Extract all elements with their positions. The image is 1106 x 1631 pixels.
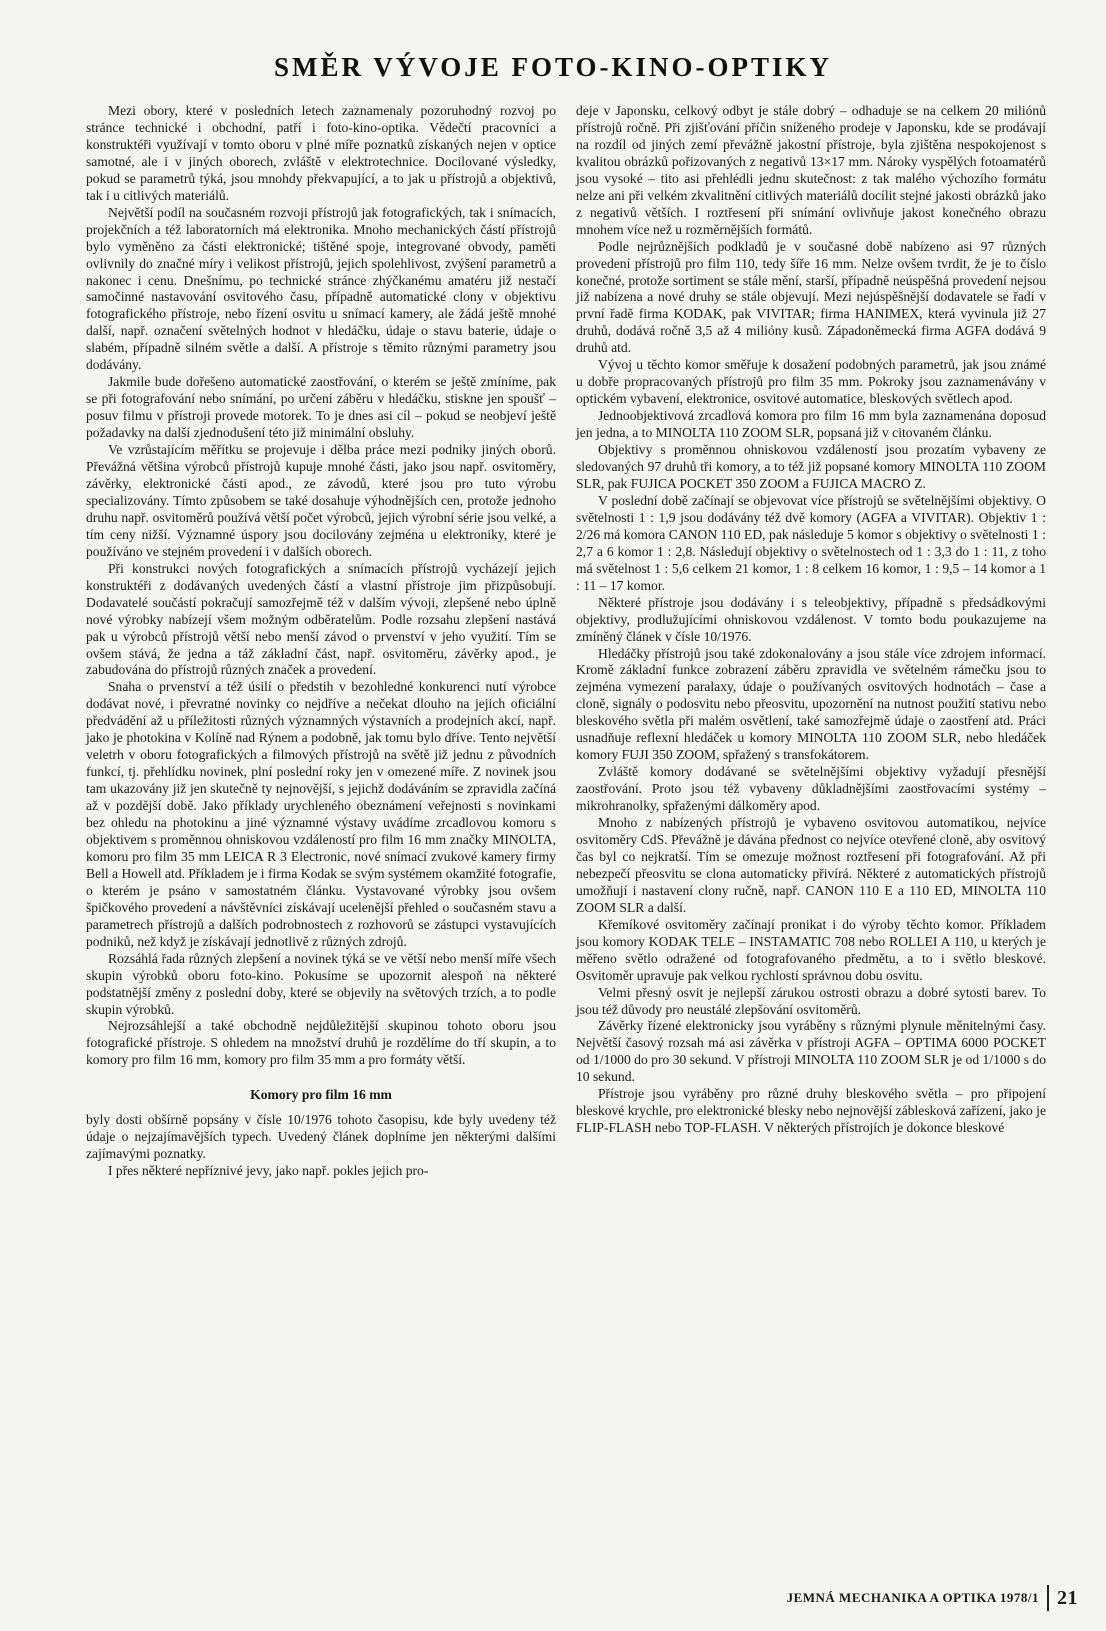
paragraph: V poslední době začínají se objevovat více přístrojů se světelnějšími objektivy. O světelnosti 1 : 1,9 jsou dodávány též dvě komory (AGFA a VIVITAR). Objektiv 1 : 2/26 má komora CANON 110 ED, pak následuje 5 komor s objektivy o světelnosti 1 : 2,7 a 6 komor 1 : 2,8. Následují objektivy o světelnostech od 1 : 3,3 do 1 : 11, z toho má světelnost 1 : 5,6 celkem 21 komor, 1 : 8 celkem 16 komor, 1 : 9,5 – 14 komor a 1 : 11 – 17 komor. [576, 492, 1046, 593]
paragraph: Podle nejrůznějších podkladů je v současné době nabízeno asi 97 různých provedení přístrojů pro film 110, tedy šíře 16 mm. Nelze ovšem tvrdit, že je to číslo konečné, protože sortiment se stále mění, starší, případně neúspěšná provedení nejsou již nabízena a nové druhy se stále objevují. Mezi nejúspěšnější dodavatele se řadí v první řadě firma KODAK, pak VIVITAR; firma HANIMEX, která vyvinula již 27 druhů, dodává ročně 3,5 až 4 milióny kusů. Západoněmecká firma AGFA dodává 9 druhů atd. [576, 238, 1046, 356]
paragraph: Některé přístroje jsou dodávány i s teleobjektivy, případně s předsádkovými objektivy, prodlužujícími ohniskovou vzdálenost. V tomto bodu poukazujeme na zmíněný článek v čísle 10/1976. [576, 594, 1046, 644]
page-title: SMĚR VÝVOJE FOTO-KINO-OPTIKY [273, 52, 832, 82]
paragraph: byly dosti obšírně popsány v čísle 10/1976 tohoto časopisu, kde byly uvedeny též údaje o nejzajímavějších typech. Uvedený článek doplníme jen některými dalšími zajímavými poznatky. [86, 1112, 556, 1162]
paragraph: Mnoho z nabízených přístrojů je vybaveno osvitovou automatikou, nejvíce osvitoměry CdS. Převážně je dávána přednost co nejvíce otevřené cloně, aby osvitový čas byl co nejkratší. Tím se omezuje možnost roztřesení při fotografování. Až při nebezpečí přeosvitu se clona automaticky přivírá. Některé z automatických přístrojů umožňují i nastavení clony ručně, např. CANON 110 E a 110 ED, MINOLTA 110 ZOOM SLR a další. [576, 815, 1046, 915]
paragraph: Vývoj u těchto komor směřuje k dosažení podobných parametrů, jak jsou známé u dobře propracovaných přístrojů pro film 35 mm. Pokroky jsou zaznamenávány v optickém vybavení, elektronice, osvitové automatice, bleskových světlech apod. [576, 357, 1046, 407]
paragraph: deje v Japonsku, celkový odbyt je stále dobrý – odhaduje se na celkem 20 miliónů přístrojů ročně. Při zjišťování příčin sníženého prodeje v Japonsku, kde se prodávají na rozdíl od jiných zemí převážně jakostní přístroje, byla zjištěna nespokojenost s kvalitou obrázků pořizovaných z negativů 13×17 mm. Nároky vyspělých fotoamatérů jsou vysoké – tito asi přehlédli jednu skutečnost: z tak malého výchozího formátu nelze ani při velkém zkvalitnění citlivých materiálů docílit stejné jakosti obrázků jako z negativů větších. I roztřesení při snímání ovlivňuje jakost konečného obrazu mnohem více než u rozměrnějších formátů. [576, 103, 1046, 237]
left-column [86, 103, 556, 1180]
paragraph: Křemíkové osvitoměry začínají pronikat i do výroby těchto komor. Příkladem jsou komory KODAK TELE – INSTAMATIC 708 nebo ROLLEI A 110, u kterých je měřeno světlo odražené od fotografovaného předmětu, a to i světlo bleskové. Osvitoměr upravuje pak velkou rychlostí správnou dobu osvitu. [576, 916, 1046, 983]
paragraph: Hledáčky přístrojů jsou také zdokonalovány a jsou stále více zdrojem informací. Kromě základní funkce zobrazení záběru zpravidla ve světelném rámečku jsou to zejména vymezení paralaxy, údaje o používaných osvitových hodnotách – čase a cloně, signály o podosvitu nebo přeosvitu, upozornění na nutnost použití stativu nebo bleskového světla při malém osvětlení, také samozřejmě údaje o zaostření atd. Práci usnadňuje reflexní hledáček u komory MINOLTA 110 ZOOM SLR, nebo hledáček komory FUJI 350 ZOOM, spřažený s transfokátorem. [576, 645, 1046, 763]
paragraph: Mezi obory, které v posledních letech zaznamenaly pozoruhodný rozvoj po stránce technické i obchodní, patří i foto-kino-optika. Vědečtí pracovníci a konstruktéři využívají v tomto oboru v plné míře poznatků získaných nejen v optice samotné, ale i v jiných oborech, zvláště v elektrotechnice. Docilované výsledky, pokud se parametrů týká, jsou mnohdy překvapující, a to jak u přístrojů a objektivů, tak i u citlivých materiálů. [86, 103, 556, 203]
paragraph: Nejrozsáhlejší a také obchodně nejdůležitější skupinou tohoto oboru jsou fotografické přístroje. S ohledem na množství druhů je rozdělíme do tří skupin, a to komory pro film 16 mm, komory pro film 35 mm a pro formáty větší. [86, 1018, 556, 1068]
paragraph: Objektivy s proměnnou ohniskovou vzdáleností jsou prozatím vybaveny ze sledovaných 97 druhů tři komory, a to též již popsané komory MINOLTA 110 ZOOM SLR, pak FUJICA POCKET 350 ZOOM a FUJICA MACRO Z. [576, 442, 1046, 491]
paragraph: Zvláště komory dodávané se světelnějšími objektivy vyžadují přesnější zaostřování. Proto jsou též vybaveny důkladnějšími zaostřovacími systémy – mikrohranolky, spřaženými dálkoměry apod. [576, 764, 1046, 814]
journal-name: JEMNÁ MECHANIKA A OPTIKA 1978/1 [786, 1590, 1039, 1605]
paragraph: Závěrky řízené elektronicky jsou vyráběny s různými plynule měnitelnými časy. Největší časový rozsah má asi závěrka v přístroji AGFA – OPTIMA 6000 POCKET od 1/1000 do pro 30 sekund. V přístroji MINOLTA 110 ZOOM SLR je od 1/1000 s do 10 sekund. [576, 1018, 1046, 1085]
paragraph: Jednoobjektivová zrcadlová komora pro film 16 mm byla zaznamenána doposud jen jedna, a to MINOLTA 110 ZOOM SLR, popsaná již v citovaném článku. [576, 408, 1046, 441]
paragraph: Největší podíl na současném rozvoji přístrojů jak fotografických, tak i snímacích, projekčních a též laboratorních má elektronika. Mnoho mechanických částí přístrojů bylo vyměněno za části elektronické; tištěné spoje, integrované obvody, paměti ovlivnily do značné míry i velikost přístrojů, jejich spolehlivost, zvýšení parametrů a nakonec i cenu. Dnešnímu, po technické stránce zhýčkanému amatéru již nestačí samočinné nastavování osvitového času, případně automatické clony v objektivu fotografického přístroje, nebo řízení osvitu u snímací kamery, ale žádá ještě mnohé další, např. označení světelných hodnot v hledáčku, údaje o stavu baterie, údaje o slabém, případně silném světle a další. A přístroje s těmito různými parametry jsou dodávány. [86, 204, 556, 373]
paragraph: Snaha o prvenství a též úsilí o předstih v bezohledné konkurenci nutí výrobce dodávat nové, i převratné novinky co nejdříve a nečekat dlouho na jejich oficiální předvádění až u příležitosti různých významných výstavních a prodejních akcí, např. jako je photokina v Kolíně nad Rýnem a podobně, jak tomu bylo dříve. Tento největší veletrh v oboru fotografických a filmových přístrojů na světě již jednu z původních funkcí, tj. přehlídku novinek, plní poslední roky jen v omezené míře. Z novinek jsou tam ukazovány již jen skutečně ty nejnovější, s jejichž dodáváním se zpravidla začíná až v pozdější době. Jako příklady urychleného obeznámení veřejnosti s novinkami bez ohledu na photokinu a jiné významné výstavy uvádíme zrcadlovou komoru s objektivem s proměnnou ohniskovou vzdáleností pro film 16 mm značky MINOLTA, komoru pro film 35 mm LEICA R 3 Electronic, nové snímací zvukové kamery firmy Bell a Howell atd. Příkladem je i firma Kodak se svým systémem okamžité fotografie, o kterém je psáno v samostatném článku. Vystavované výrobky jsou ovšem špičkového provedení a návštěvníci získávají ucelenější přehled o současném stavu a parametrech přístrojů a dalších podrobnostech z rozhovorů se zástupci vystavujících podniků, než když je získávají jednotlivě z různých zdrojů. [86, 679, 556, 949]
page-footer [787, 1585, 1078, 1611]
paragraph: Velmi přesný osvit je nejlepší zárukou ostrosti obrazu a dobré sytosti barev. To jsou též důvody pro neustálé zlepšování osvitoměrů. [576, 984, 1046, 1017]
footer-divider [1047, 1585, 1049, 1611]
paragraph: Přístroje jsou vyráběny pro různé druhy bleskového světla – pro připojení bleskové krychle, pro elektronické blesky nebo nejnovější záblesková zařízení, jako je FLIP-FLASH nebo TOP-FLASH. V některých přístrojích je dokonce bleskové [576, 1086, 1046, 1136]
paragraph: Při konstrukci nových fotografických a snímacích přístrojů vycházejí jejich konstruktéři z dodávaných uvedených částí a vlastní přístroje jim přizpůsobují. Dodavatelé součástí pokračují samozřejmě též v dalším vývoji, zlepšené nebo úplně nové výrobky nabízejí všem možným odběratelům. Podle rozsahu zlepšení nastává pak u výrobců přístrojů větší nebo menší závod o prvenství v jeho využití. Tím se ovšem stává, že jedna a táž základní část, např. osvitoměru, závěrky apod., je zabudována do přístrojů různých značek a provedení. [86, 560, 556, 678]
paragraph: Ve vzrůstajícím měřítku se projevuje i dělba práce mezi podniky jiných oborů. Převážná většina výrobců přístrojů kupuje mnohé části, jako jsou např. osvitoměry, závěrky, elektronické části apod., ze závodů, které jsou pro tuto výrobu specializovány. Tímto způsobem se také dosahuje výhodnějších cen, protože jednoho druhu např. osvitoměrů používá větší počet výrobců, jejich výrobní série jsou velké, a tím ceny nižší. Významné úspory jsou docilovány zejména u elektroniky, které je používáno ve stejném provedení i v dalších oborech. [86, 442, 556, 559]
right-column [576, 103, 1046, 1137]
section-heading: Komory pro film 16 mm [250, 1087, 392, 1103]
paragraph: I přes některé nepříznivé jevy, jako např. pokles jejich pro- [108, 1163, 429, 1179]
paragraph: Jakmile bude dořešeno automatické zaostřování, o kterém se ještě zmíníme, pak se při fotografování nebo snímání, po určení záběru v hledáčku, stiskne jen spoušť – posuv filmu v přístroji provede motorek. To je dnes asi cíl – pokud se neobjeví ještě požadavky na další zjednodušení této již minimální obsluhy. [86, 374, 556, 441]
page-number: 21 [1057, 1586, 1078, 1609]
paragraph: Rozsáhlá řada různých zlepšení a novinek týká se ve větší nebo menší míře všech skupin výrobků oboru foto-kino. Pokusíme se upozornit alespoň na některé podstatnější změny z poslední doby, které se objevily na světových trzích, a to podle skupin výrobků. [86, 950, 556, 1017]
